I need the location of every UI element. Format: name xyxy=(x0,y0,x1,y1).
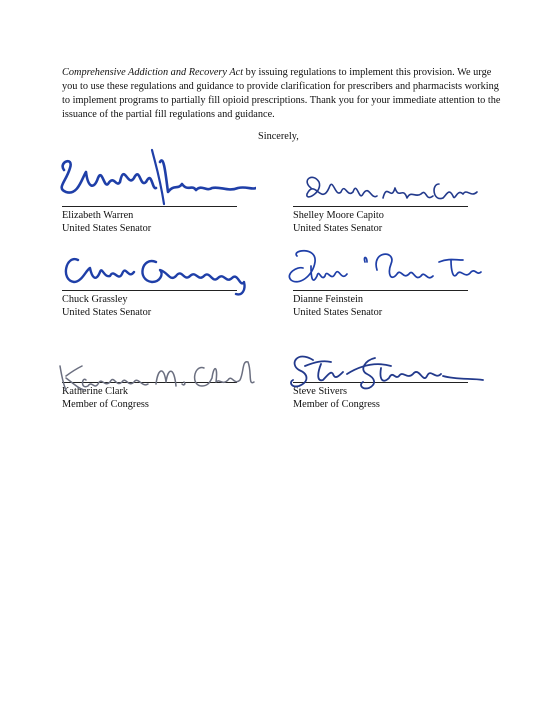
signatory-title: United States Senator xyxy=(62,307,152,318)
signatory-title: United States Senator xyxy=(62,223,152,234)
signatory-title: United States Senator xyxy=(293,307,383,318)
signatory-name: Steve Stivers xyxy=(293,386,348,397)
signatory-name: Elizabeth Warren xyxy=(62,210,134,221)
signature-line xyxy=(293,206,468,207)
signatory-name: Dianne Feinstein xyxy=(293,294,364,305)
signatory-name: Shelley Moore Capito xyxy=(293,210,384,221)
signature-block-capito xyxy=(293,206,483,235)
signature-line xyxy=(62,206,237,207)
signature-grassley xyxy=(56,238,256,298)
signature-line xyxy=(62,290,237,291)
signatory-title: United States Senator xyxy=(293,223,383,234)
signature-block-feinstein xyxy=(293,290,483,319)
signature-block-stivers xyxy=(293,382,483,411)
signature-warren xyxy=(56,148,256,208)
signature-block-grassley xyxy=(62,290,252,319)
signatory-title: Member of Congress xyxy=(62,399,149,410)
signature-line xyxy=(293,382,468,383)
signatory-name: Katherine Clark xyxy=(62,386,129,397)
paragraph-body: by issuing regulations to implement this provision. We urge you to use these regulations and guidance to provide clarification for prescribers and pharmacists working to implement programs to partially fill opioid prescriptions. Thank you for your immediate attention to the issuance of the partial fill regulations and guidance. xyxy=(62,67,501,120)
signatory-name: Chuck Grassley xyxy=(62,294,128,305)
act-title: Comprehensive Addiction and Recovery Act xyxy=(62,67,244,78)
signature-block-clark xyxy=(62,382,252,411)
signatory-title: Member of Congress xyxy=(293,399,380,410)
signature-feinstein xyxy=(287,240,487,300)
signature-block-warren xyxy=(62,206,252,235)
letter-paragraph xyxy=(62,66,502,122)
closing: Sincerely, xyxy=(258,131,299,142)
signature-line xyxy=(62,382,237,383)
signature-line xyxy=(293,290,468,291)
